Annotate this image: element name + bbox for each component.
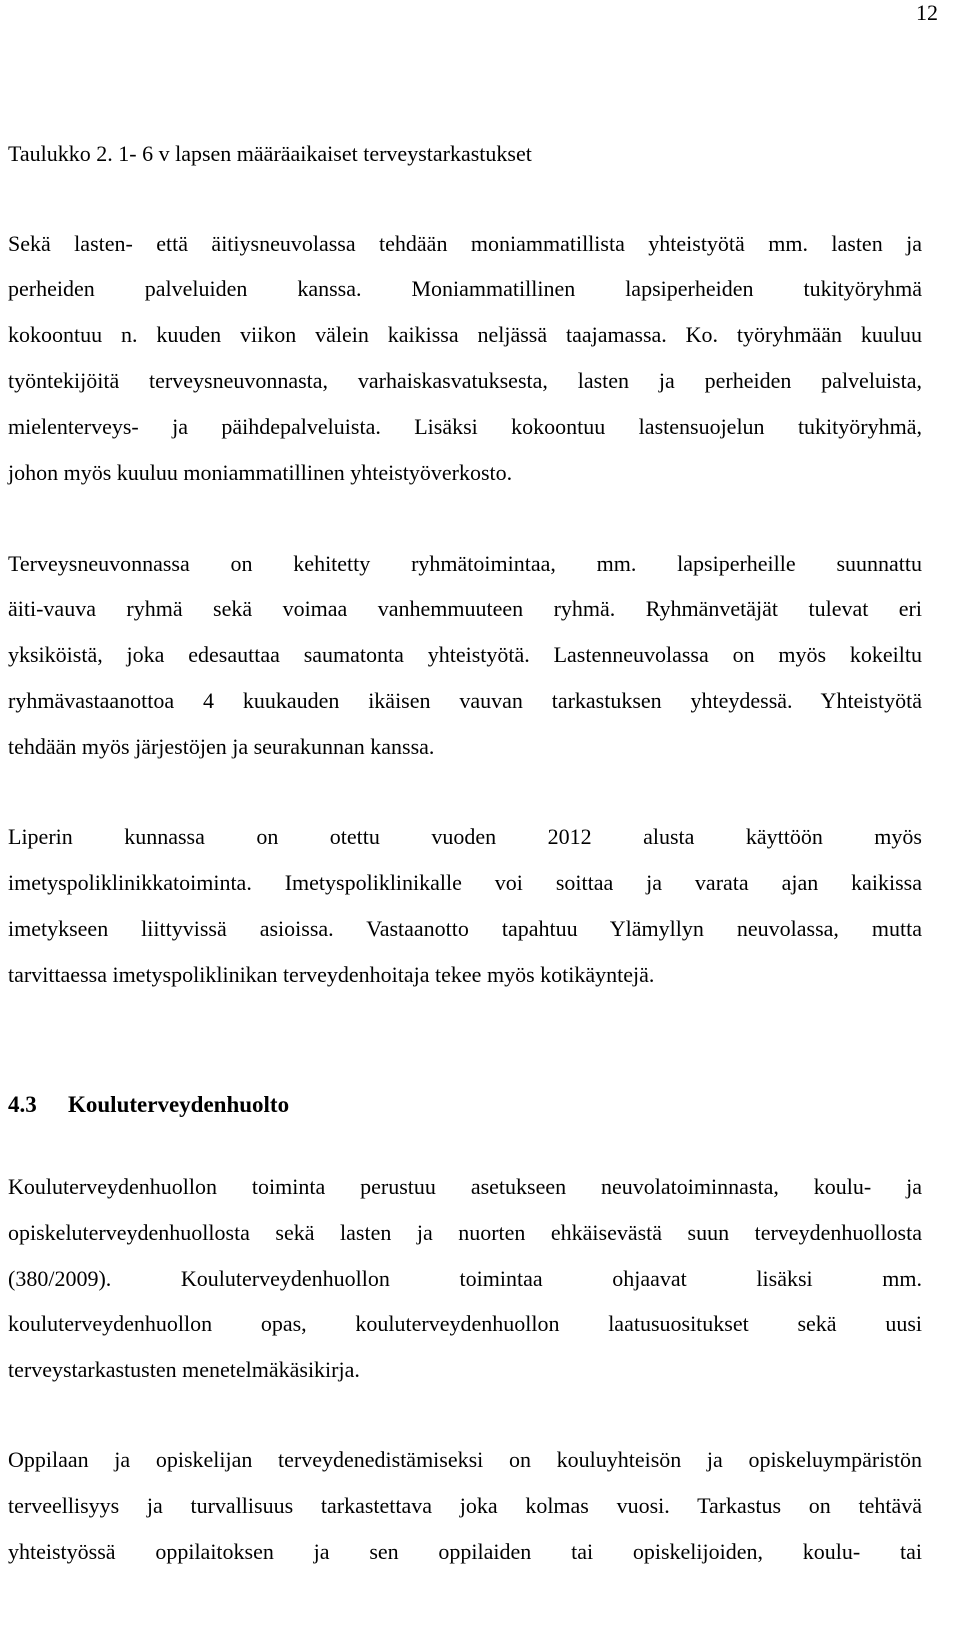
paragraph-line: työntekijöitä terveysneuvonnasta, varhaiskasvatuksesta, lasten ja perheiden palveluista, [8, 368, 922, 393]
paragraph-line: terveellisyys ja turvallisuus tarkastettava joka kolmas vuosi. Tarkastus on tehtävä [8, 1493, 922, 1518]
paragraph-line: kouluterveydenhuollon opas, kouluterveydenhuollon laatusuositukset sekä uusi [8, 1311, 922, 1336]
paragraph-line: terveystarkastusten menetelmäkäsikirja. [8, 1357, 360, 1382]
paragraph-line: imetyspoliklinikkatoiminta. Imetyspoliklinikalle voi soittaa ja varata ajan kaikissa [8, 870, 922, 895]
paragraph-line: (380/2009). Kouluterveydenhuollon toimintaa ohjaavat lisäksi mm. [8, 1266, 922, 1291]
paragraph-line: äiti-vauva ryhmä sekä voimaa vanhemmuuteen ryhmä. Ryhmänvetäjät tulevat eri [8, 596, 922, 621]
paragraph-line: tarvittaessa imetyspoliklinikan terveydenhoitaja tekee myös kotikäyntejä. [8, 962, 655, 987]
page-number: 12 [916, 0, 938, 25]
paragraph-line: ryhmävastaanottoa 4 kuukauden ikäisen vauvan tarkastuksen yhteydessä. Yhteistyötä [8, 688, 922, 713]
section-number: 4.3 [8, 1092, 37, 1117]
paragraph-line: tehdään myös järjestöjen ja seurakunnan kanssa. [8, 734, 435, 759]
paragraph-line: Oppilaan ja opiskelijan terveydenedistämiseksi on kouluyhteisön ja opiskeluympäristön [8, 1447, 922, 1472]
paragraph-line: Terveysneuvonnassa on kehitetty ryhmätoimintaa, mm. lapsiperheille suunnattu [8, 551, 922, 576]
paragraph-line: opiskeluterveydenhuollosta sekä lasten ja nuorten ehkäisevästä suun terveydenhuollosta [8, 1220, 922, 1245]
table-caption: Taulukko 2. 1- 6 v lapsen määräaikaiset terveystarkastukset [8, 141, 532, 166]
paragraph-line: yksiköistä, joka edesauttaa saumatonta yhteistyötä. Lastenneuvolassa on myös kokeiltu [8, 642, 922, 667]
paragraph-line: mielenterveys- ja päihdepalveluista. Lisäksi kokoontuu lastensuojelun tukityöryhmä, [8, 414, 922, 439]
section-title: Kouluterveydenhuolto [68, 1092, 290, 1117]
paragraph-line: Kouluterveydenhuollon toiminta perustuu asetukseen neuvolatoiminnasta, koulu- ja [8, 1174, 922, 1199]
paragraph-line: johon myös kuuluu moniammatillinen yhteistyöverkosto. [8, 460, 513, 485]
paragraph-line: Liperin kunnassa on otettu vuoden 2012 alusta käyttöön myös [8, 824, 922, 849]
paragraph-line: Sekä lasten- että äitiysneuvolassa tehdään moniammatillista yhteistyötä mm. lasten ja [8, 231, 922, 256]
paragraph-line: yhteistyössä oppilaitoksen ja sen oppilaiden tai opiskelijoiden, koulu- tai [8, 1539, 922, 1564]
section-heading [8, 1090, 922, 1120]
paragraph-line: imetykseen liittyvissä asioissa. Vastaanotto tapahtuu Ylämyllyn neuvolassa, mutta [8, 916, 922, 941]
paragraph-line: perheiden palveluiden kanssa. Moniammatillinen lapsiperheiden tukityöryhmä [8, 276, 922, 301]
paragraph-line: kokoontuu n. kuuden viikon välein kaikissa neljässä taajamassa. Ko. työryhmään kuuluu [8, 322, 922, 347]
